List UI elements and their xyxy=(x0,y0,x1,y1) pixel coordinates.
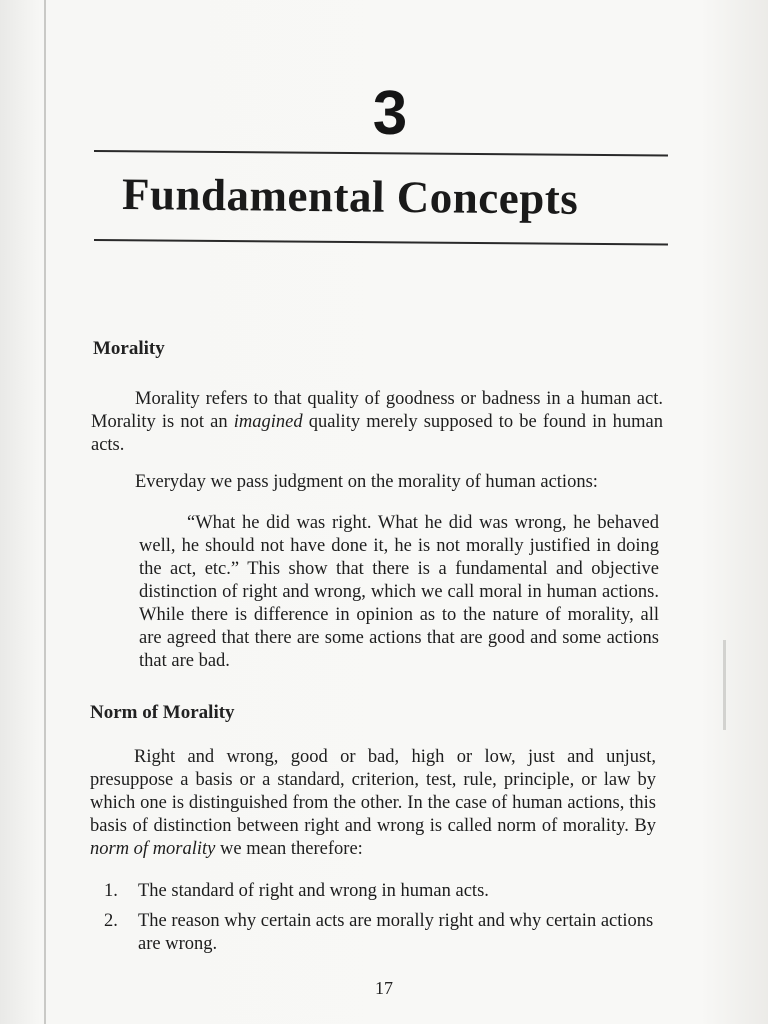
page-number: 17 xyxy=(375,978,393,998)
list-item xyxy=(104,910,664,956)
morality-p1-emphasis: imagined xyxy=(233,412,303,432)
list-item-text: The standard of right and wrong in human acts. xyxy=(138,881,489,901)
morality-p1-text-a: Morality refers to that quality of goodness or badness in a human act. Morality is not an xyxy=(91,389,663,432)
norm-definition-list xyxy=(104,880,664,963)
morality-paragraph-2: Everyday we pass judgment on the morality of human actions: xyxy=(135,472,598,492)
norm-paragraph-1 xyxy=(90,746,656,861)
section-heading-norm: Norm of Morality xyxy=(90,702,235,723)
list-item-text: The reason why certain acts are morally right and why certain actions are wrong. xyxy=(138,911,654,954)
list-item xyxy=(104,880,664,903)
norm-p1-text-a: Right and wrong, good or bad, high or low, just and unjust, presuppose a basis or a standard, criterion, test, rule, principle, or law by which one is distinguished from the other. In the case of human actions, this basis of distinction between right and wrong is called norm of morality. By xyxy=(90,747,656,836)
morality-paragraph-1 xyxy=(91,388,663,457)
chapter-rule-top xyxy=(94,150,668,157)
chapter-number: 3 xyxy=(372,79,408,148)
list-item-number: 1. xyxy=(104,881,118,901)
morality-quote-block: “What he did was right. What he did was wrong, he behaved well, he should not have done it, he is not morally justified in doing the act, etc.” This show that there is a fundamental and objective distinction of right and wrong, which we call moral in human actions. While there is difference in opinion as to the nature of morality, all are agreed that there are some actions that are good and some actions that are bad. xyxy=(139,513,659,671)
list-item-number: 2. xyxy=(104,911,118,931)
norm-p1-emphasis: norm of morality xyxy=(90,839,216,859)
norm-p1-text-b: we mean therefore: xyxy=(215,839,363,859)
section-heading-morality: Morality xyxy=(93,338,165,359)
chapter-title: Fundamental Concepts xyxy=(121,169,579,224)
chapter-rule-bottom xyxy=(94,239,668,246)
page-binding-edge xyxy=(44,0,46,1024)
page-shadow xyxy=(723,640,726,730)
morality-p1-text-b: quality merely supposed to be found in human acts. xyxy=(91,412,663,455)
